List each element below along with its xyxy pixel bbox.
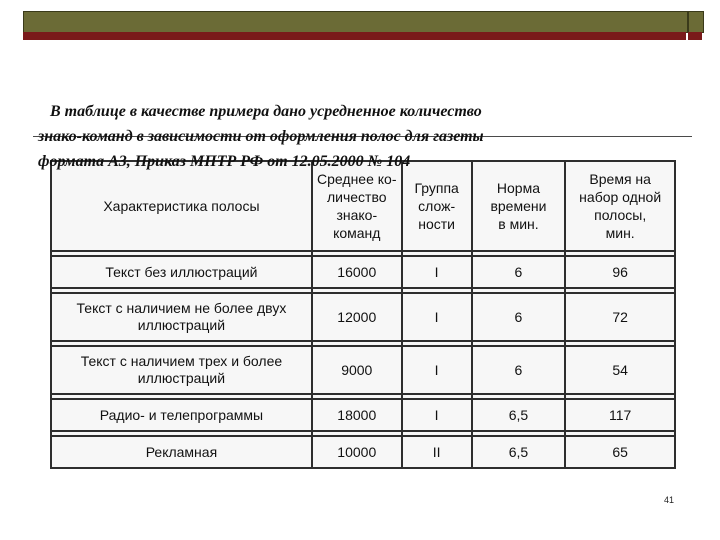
caption-line-3: формата А3, Приказ МПТР РФ от 12.05.2000 № 104	[38, 153, 411, 170]
table-cell: II	[402, 436, 472, 468]
norms-table	[50, 160, 676, 469]
header-cell: Время на набор одной полосы, мин.	[565, 161, 675, 251]
table-cell: 18000	[312, 399, 402, 431]
page-number: 41	[664, 495, 675, 505]
table-cell: Радио- и телепрограммы	[51, 399, 312, 431]
table-cell: 65	[565, 436, 675, 468]
table-row	[51, 293, 675, 341]
table-cell: Текст без иллюстраций	[51, 256, 312, 288]
slide-caption	[38, 99, 638, 174]
table-cell: Текст с наличием не более двух иллюстраций	[51, 293, 312, 341]
table-cell: 54	[565, 346, 675, 394]
caption-line-1: В таблице в качестве примера дано усредненное количество	[50, 103, 482, 120]
header-square-maroon	[688, 32, 702, 40]
table-row	[51, 256, 675, 288]
table-cell: Текст с наличием трех и более иллюстраций	[51, 346, 312, 394]
table-cell: 6	[472, 256, 566, 288]
table-row	[51, 399, 675, 431]
header-bar-olive	[23, 11, 688, 33]
norms-table-container	[50, 160, 676, 469]
table-cell: 6,5	[472, 436, 566, 468]
header-cell: Характеристика полосы	[51, 161, 312, 251]
table-cell: 72	[565, 293, 675, 341]
table-cell: 117	[565, 399, 675, 431]
table-cell: 12000	[312, 293, 402, 341]
table-cell: 6	[472, 293, 566, 341]
header-square-olive	[688, 11, 704, 33]
table-cell: I	[402, 293, 472, 341]
table-cell: 96	[565, 256, 675, 288]
header-bar-maroon	[23, 32, 686, 40]
caption-line-2: знако-команд в зависимости от оформления полос для газеты	[38, 128, 484, 145]
table-cell: 9000	[312, 346, 402, 394]
table-cell: I	[402, 256, 472, 288]
table-row	[51, 436, 675, 468]
table-cell: Рекламная	[51, 436, 312, 468]
table-cell: 10000	[312, 436, 402, 468]
header-cell: Группа слож- ности	[402, 161, 472, 251]
table-cell: 16000	[312, 256, 402, 288]
table-cell: 6	[472, 346, 566, 394]
header-cell: Среднее ко- личество знако- команд	[312, 161, 402, 251]
header-cell: Норма времени в мин.	[472, 161, 566, 251]
table-header-row	[51, 161, 675, 251]
table-cell: I	[402, 399, 472, 431]
table-cell: I	[402, 346, 472, 394]
table-row	[51, 346, 675, 394]
table-cell: 6,5	[472, 399, 566, 431]
